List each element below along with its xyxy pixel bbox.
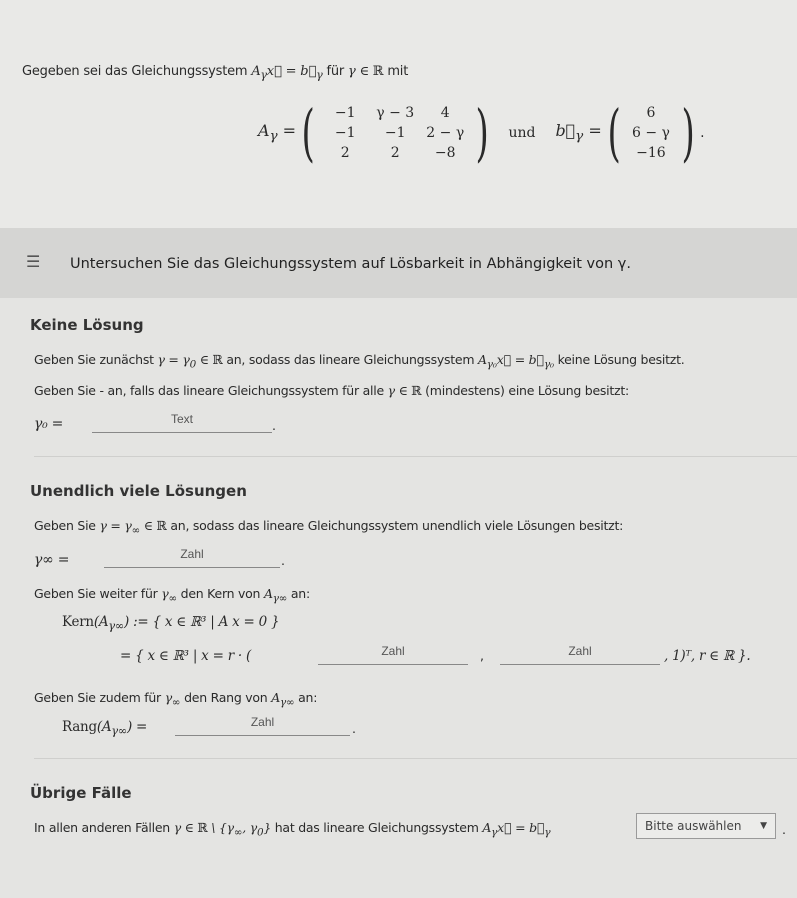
text: an, sodass das lineare Gleichungssystem bbox=[226, 352, 475, 367]
vector-cell: 6 − γ bbox=[632, 125, 670, 141]
kern-label: Kern bbox=[62, 614, 94, 630]
task-header-text: Untersuchen Sie das Gleichungssystem auf Lösbarkeit in Abhängigkeit von γ. bbox=[70, 256, 631, 272]
chevron-down-icon: ▼ bbox=[760, 821, 767, 831]
kern-intro: Geben Sie weiter für $\gamma_\infty$ den Kern von $A_{\gamma\infty}$ an: bbox=[34, 586, 310, 605]
text: Geben Sie weiter für bbox=[34, 586, 158, 601]
text: den Rang von bbox=[184, 690, 268, 705]
text: keine Lösung besitzt. bbox=[557, 352, 685, 367]
matrix-a-sub: γ bbox=[269, 129, 278, 145]
kern-set: { x ∈ ℝ³ | A x = 0 } bbox=[152, 614, 280, 630]
matrix-cell: 2 bbox=[390, 145, 400, 161]
text: an, falls das lineare Gleichungssystem für alle bbox=[107, 383, 384, 398]
text: In allen anderen Fällen bbox=[34, 820, 170, 835]
list-icon: ☰ bbox=[26, 252, 41, 271]
text: Geben Sie bbox=[34, 383, 96, 398]
unendlich-line1: Geben Sie $\gamma = \gamma_\infty$ ∈ ℝ an, sodass das lineare Gleichungssystem unendlich viele Lösungen besitzt: bbox=[34, 518, 624, 537]
matrix-cell: −1 bbox=[334, 125, 356, 141]
text: (mindestens) eine Lösung besitzt: bbox=[425, 383, 629, 398]
intro-text: Gegeben sei das Gleichungssystem bbox=[22, 64, 248, 79]
divider bbox=[34, 758, 797, 759]
und-text: und bbox=[508, 125, 536, 141]
select-value: Bitte auswählen bbox=[645, 819, 742, 833]
vector-b-label: b bbox=[555, 121, 576, 141]
kern-tail: , 1)ᵀ, r ∈ ℝ }. bbox=[664, 648, 751, 664]
kern-def: $Kern(A_{\gamma\infty})$ := { x ∈ ℝ³ | A x = 0 } bbox=[62, 614, 280, 633]
vector-cell: −16 bbox=[636, 145, 666, 161]
intro-mit: mit bbox=[387, 64, 409, 79]
solvability-select[interactable] bbox=[636, 813, 776, 839]
section-title-keine-loesung: Keine Lösung bbox=[30, 316, 144, 334]
dash-hint: - bbox=[99, 383, 104, 398]
matrix-cell: −1 bbox=[334, 105, 356, 121]
kern-component-2-input[interactable]: Zahl bbox=[500, 644, 660, 665]
intro-for: für bbox=[326, 64, 344, 79]
section-title-unendlich: Unendlich viele Lösungen bbox=[30, 482, 247, 500]
rang-input[interactable]: Zahl bbox=[175, 715, 350, 736]
vector-cell: 6 bbox=[646, 105, 656, 121]
section-title-uebrige: Übrige Fälle bbox=[30, 784, 132, 802]
text: an: bbox=[290, 586, 310, 601]
divider bbox=[34, 456, 797, 457]
kern-eq: = { x ∈ ℝ³ | x = r · ( bbox=[120, 648, 252, 664]
matrix-equation: $A_\gamma$ = ( −1 γ − 3 4 −1 −1 2 − γ 2 2 −8 ) und $b_\gamma$ = ( 6 6 − γ −16 ) . bbox=[258, 96, 705, 169]
matrix-a bbox=[320, 105, 470, 161]
gamma0-label: γ₀ = bbox=[34, 416, 64, 432]
text: Geben Sie bbox=[34, 518, 96, 533]
matrix-cell: −1 bbox=[384, 125, 406, 141]
matrix-cell: 2 bbox=[340, 145, 350, 161]
keine-line2: Geben Sie - an, falls das lineare Gleichungssystem für alle γ ∈ ℝ (mindestens) eine Lösung besitzt: bbox=[34, 383, 629, 398]
kern-comma: , bbox=[480, 648, 484, 663]
text: an, sodass das lineare Gleichungssystem unendlich viele Lösungen besitzt: bbox=[170, 518, 624, 533]
gamma0-input[interactable]: Text bbox=[92, 412, 272, 433]
text: an: bbox=[298, 690, 318, 705]
vector-b bbox=[626, 105, 676, 161]
rang-label-line: $Rang(A_{\gamma\infty})$ = bbox=[62, 719, 148, 738]
uebrige-line: In allen anderen Fällen γ ∈ ℝ \ {$\gamma_\infty$, $\gamma_0$} hat das lineare Gleichungssystem $A_\gamma x⃗$ = $b⃗_\gamma$ bbox=[34, 820, 551, 839]
ginf-input[interactable]: Zahl bbox=[104, 547, 280, 568]
matrix-a-label: A bbox=[258, 121, 270, 141]
text: Geben Sie zudem für bbox=[34, 690, 161, 705]
matrix-cell: 4 bbox=[440, 105, 450, 121]
matrix-cell: γ − 3 bbox=[376, 105, 415, 121]
text: hat das lineare Gleichungssystem bbox=[274, 820, 479, 835]
kern-component-1-input[interactable]: Zahl bbox=[318, 644, 468, 665]
text: den Kern von bbox=[180, 586, 261, 601]
text: Geben Sie zunächst bbox=[34, 352, 154, 367]
keine-line1: Geben Sie zunächst $\gamma = \gamma_0$ ∈ ℝ an, sodass das lineare Gleichungssystem $A_{\gamma_0}x⃗$ = $b⃗_{\gamma_0}$ keine Lösung besitzt. bbox=[34, 352, 685, 371]
intro-line: Gegeben sei das Gleichungssystem $A_\gamma x⃗$ = $b⃗_\gamma$ für γ ∈ ℝ mit bbox=[22, 64, 409, 82]
ginf-label: γ∞ = bbox=[34, 552, 70, 568]
matrix-cell: −8 bbox=[434, 145, 456, 161]
rang-intro: Geben Sie zudem für $\gamma_\infty$ den Rang von $A_{\gamma\infty}$ an: bbox=[34, 690, 318, 709]
rang-label: Rang bbox=[62, 719, 97, 735]
matrix-cell: 2 − γ bbox=[426, 125, 465, 141]
